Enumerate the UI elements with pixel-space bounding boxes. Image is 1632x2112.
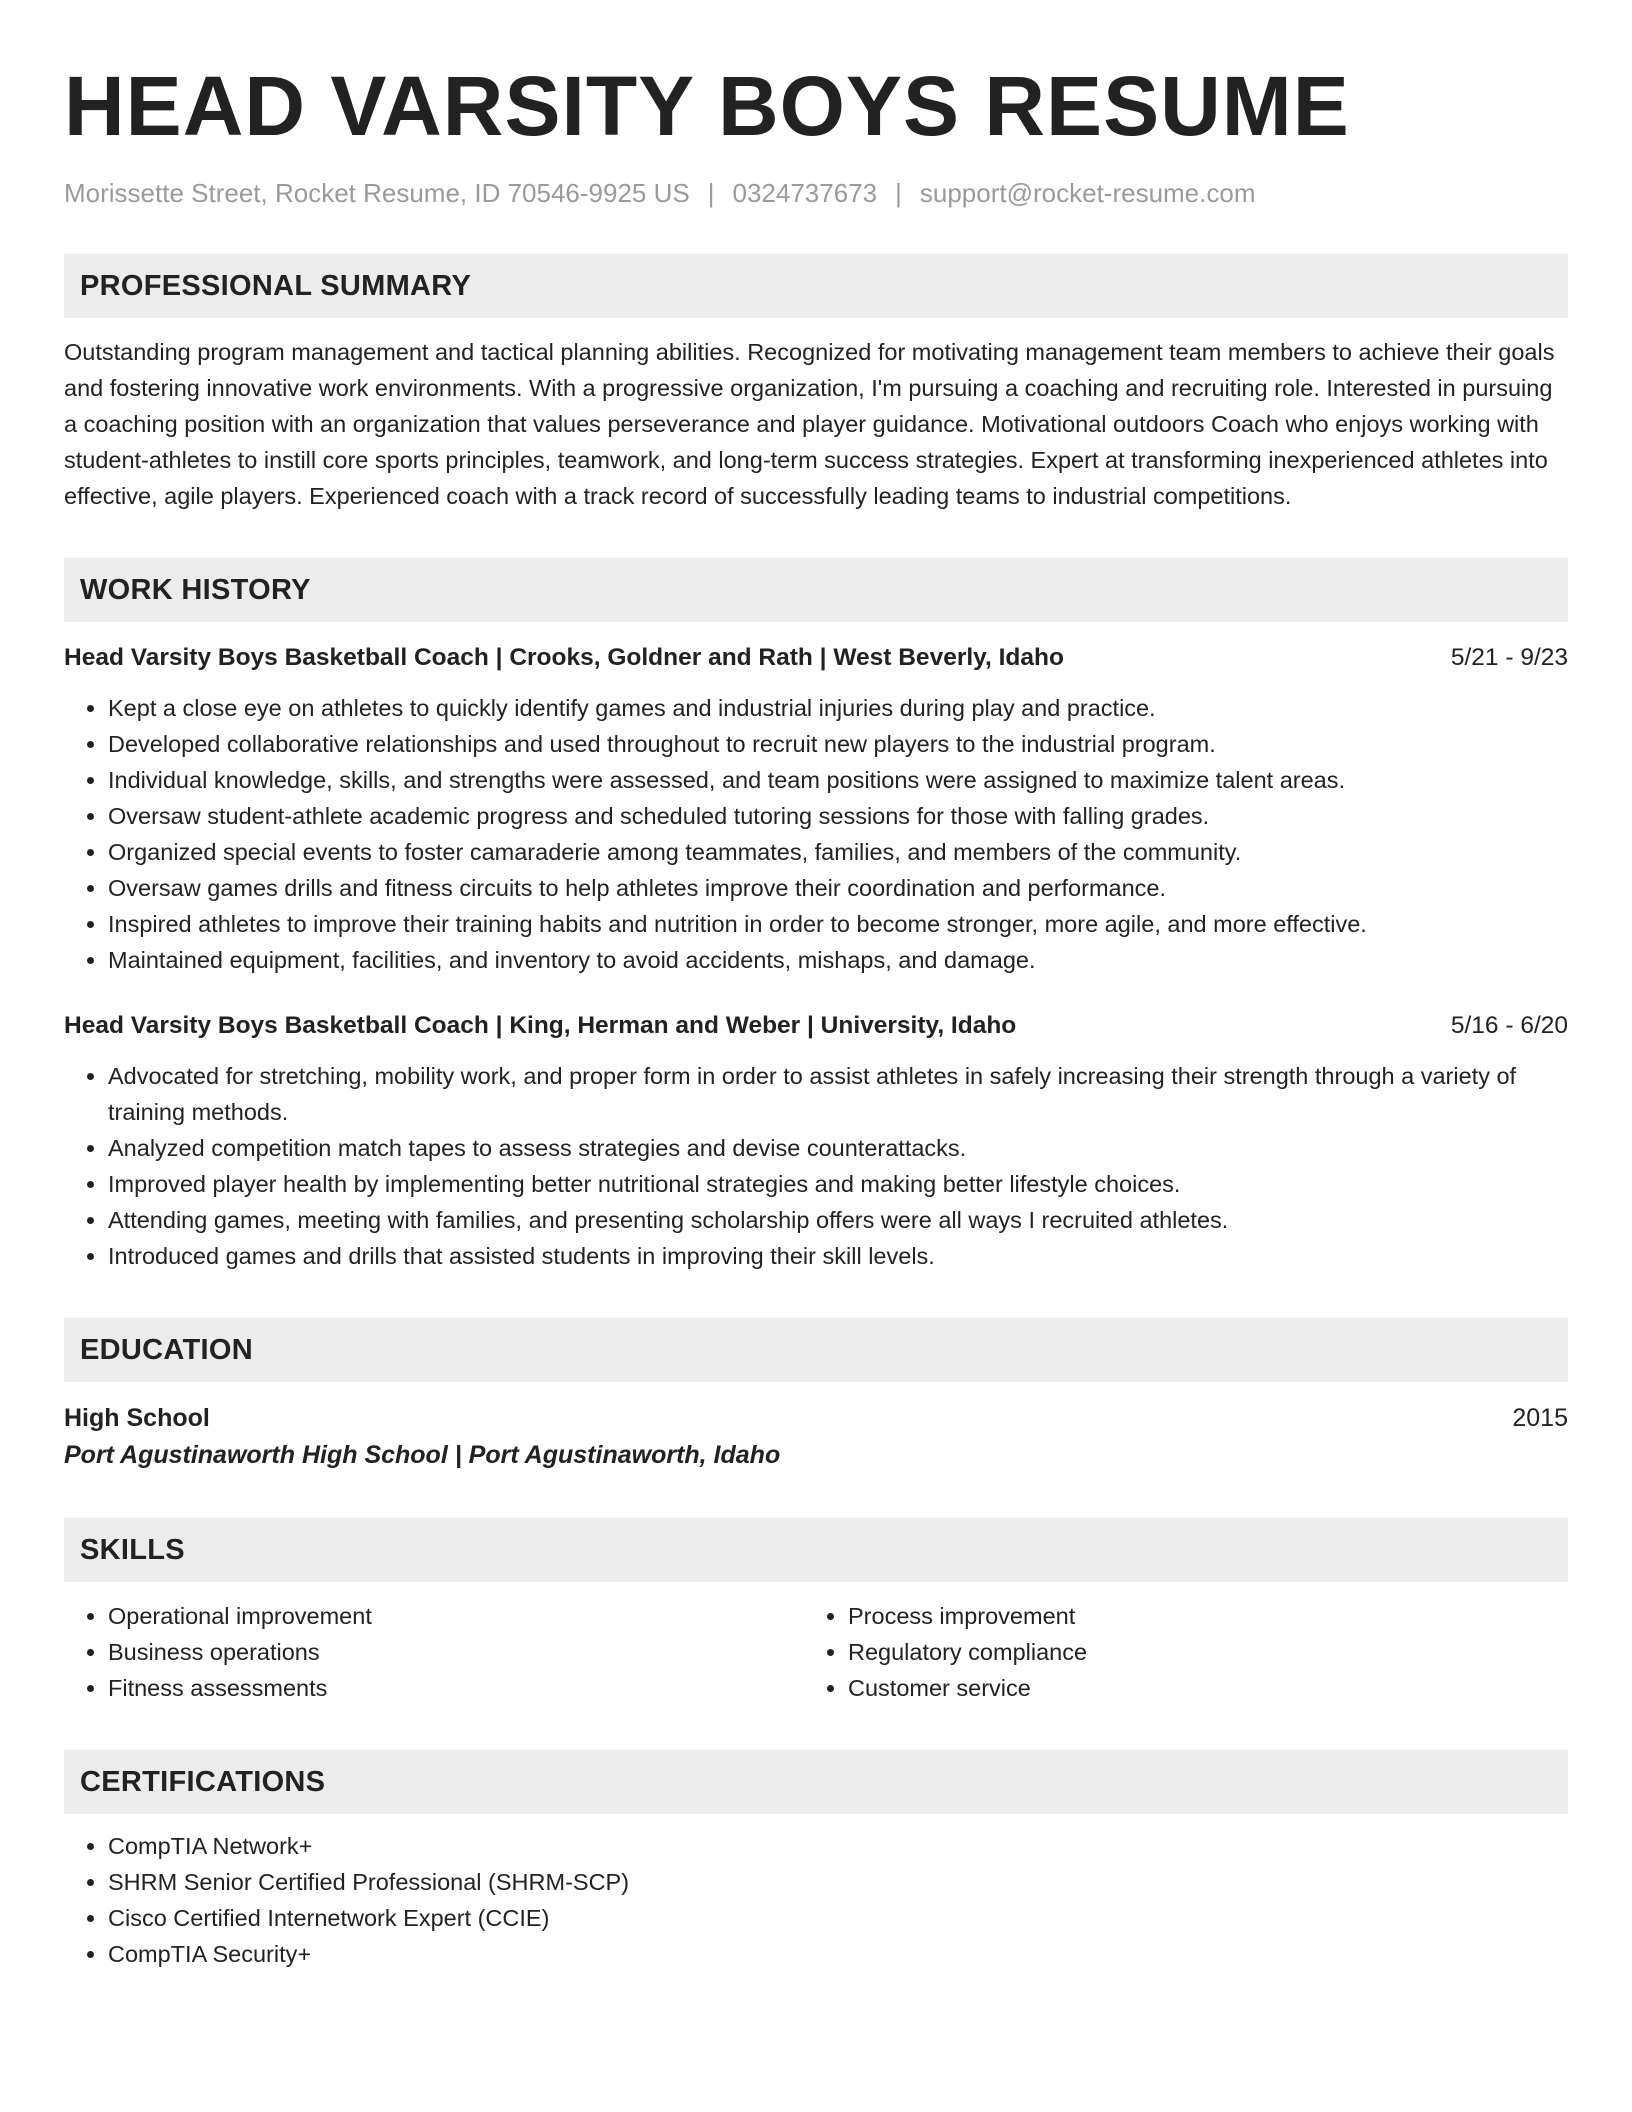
job-bullet: • Introduced games and drills that assisted students in improving their skill levels.: [108, 1238, 1568, 1274]
job-bullet: • Inspired athletes to improve their training habits and nutrition in order to become stronger, more agile, and more effective.: [108, 906, 1568, 942]
certification-item: • SHRM Senior Certified Professional (SHRM-SCP): [108, 1864, 1568, 1900]
skill-item: • Business operations: [108, 1634, 804, 1670]
job-bullet: • Oversaw games drills and fitness circuits to help athletes improve their coordination and performance.: [108, 870, 1568, 906]
skills-heading: SKILLS: [64, 1518, 1568, 1582]
skills-column-left: [64, 1598, 804, 1706]
job-dates: 5/21 - 9/23: [1450, 644, 1568, 671]
skills-column-right: [804, 1598, 1544, 1706]
job-bullet: • Oversaw student-athlete academic progress and scheduled tutoring sessions for those with falling grades.: [108, 798, 1568, 834]
job-entry: [64, 640, 1568, 978]
job-header: [64, 1008, 1568, 1044]
job-bullet: • Attending games, meeting with families, and presenting scholarship offers were all ways I recruited athletes.: [108, 1202, 1568, 1238]
skills-list: [64, 1598, 1568, 1706]
contact-phone: 0324737673: [732, 178, 878, 208]
certification-item: • Cisco Certified Internetwork Expert (CCIE): [108, 1900, 1568, 1936]
job-bullet: • Improved player health by implementing better nutritional strategies and making better lifestyle choices.: [108, 1166, 1568, 1202]
job-bullet: • Developed collaborative relationships and used throughout to recruit new players to the industrial program.: [108, 726, 1568, 762]
education-header: [64, 1400, 1568, 1436]
education-year: 2015: [1512, 1404, 1568, 1432]
resume-name: HEAD VARSITY BOYS RESUME: [64, 59, 1350, 153]
education-heading: EDUCATION: [64, 1318, 1568, 1382]
job-bullet: • Individual knowledge, skills, and strengths were assessed, and team positions were assigned to maximize talent areas.: [108, 762, 1568, 798]
summary-text: Outstanding program management and tactical planning abilities. Recognized for motivating management team members to achieve their goals and fostering innovative work environments. With a progressive organization, I'm pursuing a coaching and recruiting role. Interested in pursuing a coaching position with an organization that values perseverance and player guidance. Motivational outdoors Coach who enjoys working with student-athletes to instill core sports principles, teamwork, and long-term success strategies. Expert at transforming inexperienced athletes into effective, agile players. Experienced coach with a track record of successfully leading teams to industrial competitions.: [64, 339, 1555, 509]
summary-heading: PROFESSIONAL SUMMARY: [64, 254, 1568, 318]
skill-item: • Operational improvement: [108, 1598, 804, 1634]
education-degree: High School: [64, 1404, 210, 1432]
education-school: Port Agustinaworth High School | Port Agustinaworth, Idaho: [64, 1441, 781, 1469]
skill-item: • Regulatory compliance: [848, 1634, 1544, 1670]
certification-item: • CompTIA Security+: [108, 1936, 1568, 1972]
job-bullets: [64, 1058, 1568, 1274]
skill-item: • Customer service: [848, 1670, 1544, 1706]
job-entry: [64, 1008, 1568, 1274]
job-header: [64, 640, 1568, 676]
certification-item: • CompTIA Network+: [108, 1828, 1568, 1864]
job-bullet: • Kept a close eye on athletes to quickly identify games and industrial injuries during play and practice.: [108, 690, 1568, 726]
work-history-heading: WORK HISTORY: [64, 558, 1568, 622]
job-title: Head Varsity Boys Basketball Coach | Crooks, Goldner and Rath | West Beverly, Idaho: [64, 644, 1064, 671]
contact-separator: |: [707, 178, 715, 208]
contact-email: support@rocket-resume.com: [919, 178, 1256, 208]
job-bullet: • Organized special events to foster camaraderie among teammates, families, and members of the community.: [108, 834, 1568, 870]
skill-item: • Process improvement: [848, 1598, 1544, 1634]
certifications-heading: CERTIFICATIONS: [64, 1750, 1568, 1814]
certifications-list: [64, 1828, 1568, 1972]
job-title: Head Varsity Boys Basketball Coach | King, Herman and Weber | University, Idaho: [64, 1012, 1017, 1039]
skill-item: • Fitness assessments: [108, 1670, 804, 1706]
job-bullet: • Advocated for stretching, mobility work, and proper form in order to assist athletes in safely increasing their strength through a variety of training methods.: [108, 1058, 1568, 1130]
job-bullet: • Analyzed competition match tapes to assess strategies and devise counterattacks.: [108, 1130, 1568, 1166]
contact-separator: |: [895, 178, 902, 208]
contact-line: [64, 176, 1568, 210]
job-bullets: [64, 690, 1568, 978]
job-dates: 5/16 - 6/20: [1450, 1012, 1568, 1039]
contact-address: Morissette Street, Rocket Resume, ID 70546-9925 US: [64, 178, 690, 208]
job-bullet: • Maintained equipment, facilities, and inventory to avoid accidents, mishaps, and damage.: [108, 942, 1568, 978]
